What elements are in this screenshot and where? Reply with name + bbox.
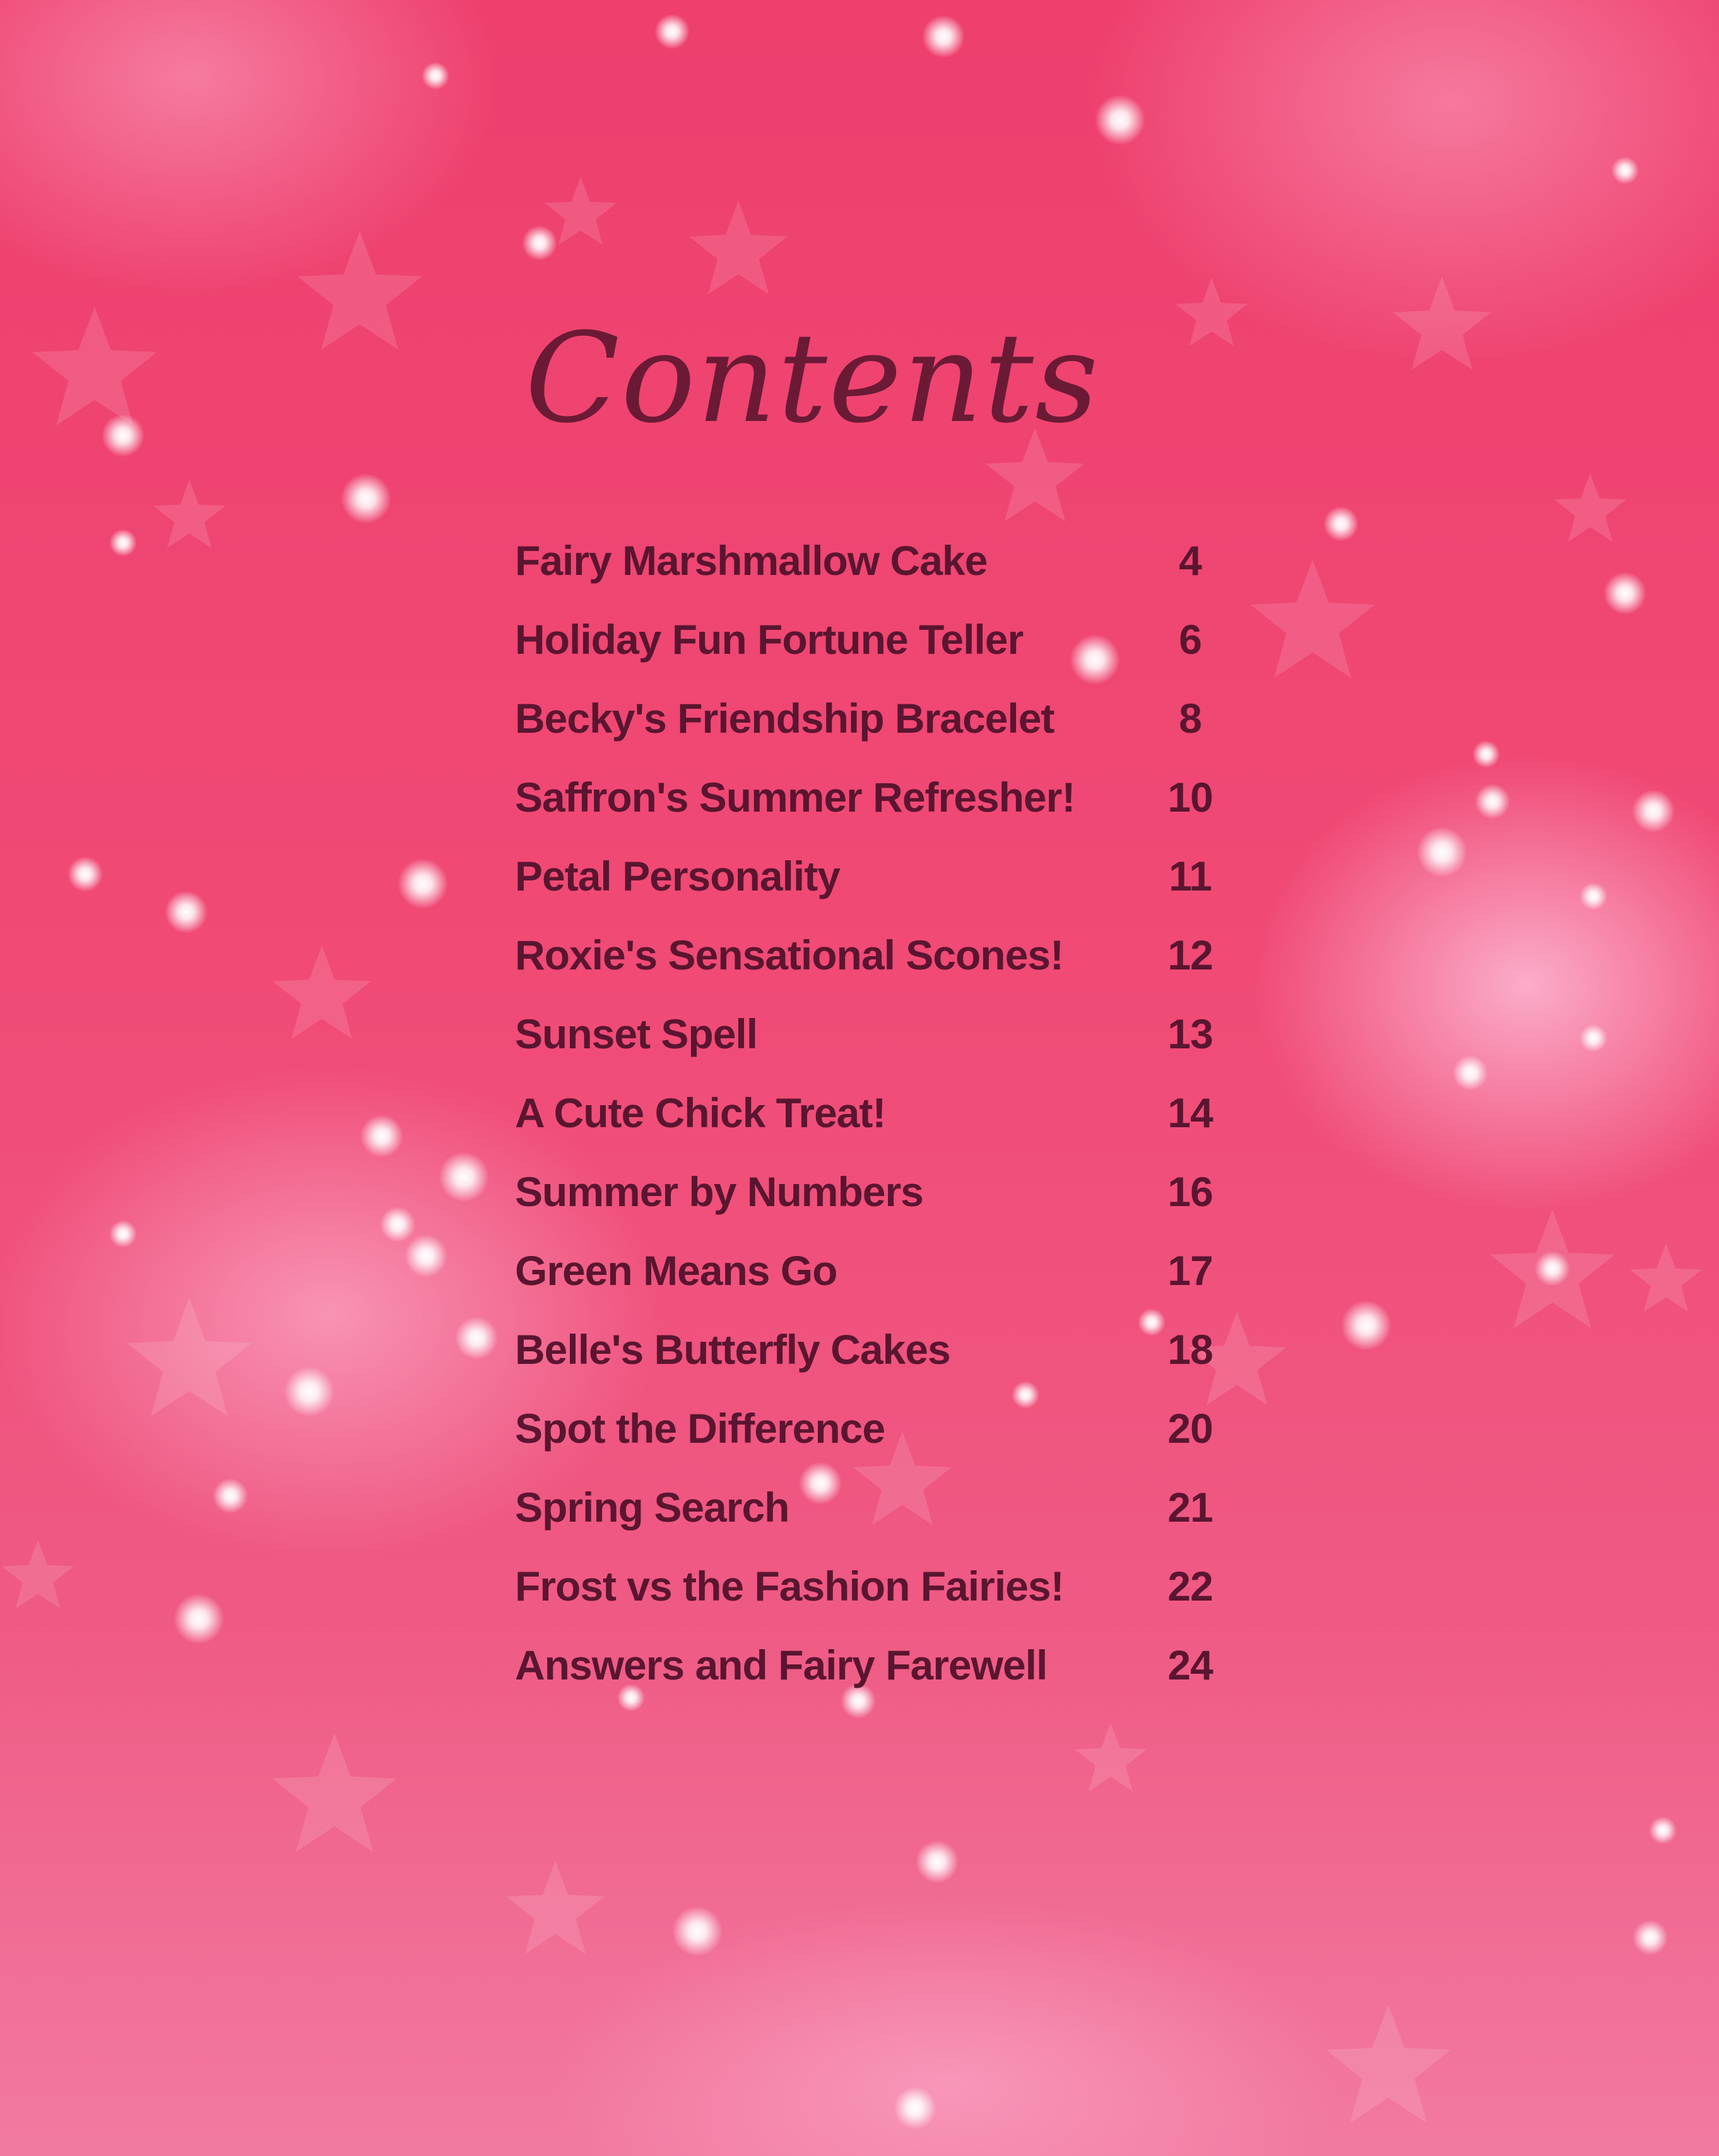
toc-entry[interactable] (515, 1310, 1228, 1389)
sparkle-dot (922, 15, 965, 58)
sparkle-dot (1580, 1024, 1607, 1052)
toc-entry[interactable] (515, 678, 1228, 757)
star-shape (1176, 278, 1248, 346)
sparkle-dot (1472, 740, 1500, 768)
star-shape (32, 307, 157, 425)
star-shape (506, 1861, 605, 1954)
sparkle-dot (1649, 1816, 1677, 1844)
toc-entry-page: 17 (1167, 1247, 1213, 1294)
toc-entry-label: Green Means Go (515, 1247, 837, 1294)
sparkle-dot (68, 856, 103, 892)
sparkle-dot (455, 1317, 498, 1359)
toc-entry[interactable] (515, 521, 1228, 600)
sparkle-dot (1417, 827, 1467, 877)
sparkle-dot (916, 1840, 959, 1883)
toc-entry[interactable] (515, 994, 1228, 1073)
sparkle-dot (1632, 790, 1675, 832)
sparkle-dot (284, 1366, 334, 1417)
sparkle-dot (1580, 882, 1607, 910)
toc-entry-page: 8 (1179, 694, 1202, 742)
star-shape (1075, 1723, 1147, 1792)
toc-entry-label: Spring Search (515, 1483, 789, 1531)
sparkle-dot (1475, 784, 1510, 819)
star-shape (297, 231, 422, 350)
toc-entry-page: 21 (1167, 1483, 1213, 1531)
toc-entry-label: Petal Personality (515, 852, 840, 899)
toc-entry-label: Answers and Fairy Farewell (515, 1641, 1048, 1688)
toc-entry[interactable] (515, 1073, 1228, 1152)
toc-entry[interactable] (515, 1152, 1228, 1231)
toc-entry-page: 11 (1169, 852, 1212, 899)
toc-entry-label: Sunset Spell (515, 1010, 758, 1057)
star-shape (153, 480, 225, 548)
sparkle-dot (102, 414, 145, 457)
toc-entry-page: 4 (1179, 536, 1202, 584)
toc-entry-label: Spot the Difference (515, 1404, 885, 1452)
toc-entry-page: 14 (1167, 1089, 1213, 1136)
sparkle-dot (213, 1478, 248, 1513)
sparkle-dot (422, 62, 449, 90)
sparkle-dot (1341, 1300, 1391, 1351)
toc-entry-page: 22 (1167, 1562, 1213, 1609)
sparkle-dot (1611, 157, 1639, 184)
star-shape (272, 1733, 397, 1852)
toc-entry-page: 18 (1167, 1325, 1213, 1373)
toc-entry[interactable] (515, 600, 1228, 678)
sparkle-dot (654, 14, 690, 49)
toc-entry-label: Saffron's Summer Refresher! (515, 773, 1075, 820)
toc-entry[interactable] (515, 1625, 1228, 1704)
page-title: Contents (525, 307, 1100, 451)
sparkle-dot (360, 1115, 403, 1158)
toc-entry-label: Summer by Numbers (515, 1168, 923, 1215)
sparkle-dot (380, 1207, 415, 1242)
toc-entry[interactable] (515, 757, 1228, 836)
toc-entry-label: Holiday Fun Fortune Teller (515, 615, 1024, 663)
toc-entry-page: 24 (1167, 1641, 1213, 1688)
sparkle-dot (398, 858, 448, 909)
toc-entry-label: Roxie's Sensational Scones! (515, 931, 1063, 978)
toc-entry[interactable] (515, 915, 1228, 994)
toc-entry-page: 6 (1179, 615, 1202, 663)
toc-entry-page: 16 (1167, 1168, 1213, 1215)
toc-entry-page: 13 (1167, 1010, 1213, 1057)
sparkle-dot (439, 1152, 489, 1202)
toc-entry-label: Belle's Butterfly Cakes (515, 1325, 950, 1373)
sparkle-dot (672, 1906, 723, 1957)
table-of-contents (515, 521, 1228, 1704)
toc-entry[interactable] (515, 1231, 1228, 1310)
toc-entry[interactable] (515, 836, 1228, 915)
toc-entry-label: Becky's Friendship Bracelet (515, 694, 1054, 742)
toc-entry-label: Frost vs the Fashion Fairies! (515, 1562, 1064, 1609)
sparkle-dot (109, 529, 137, 557)
star-shape (1250, 559, 1375, 678)
sparkle-dot (1453, 1055, 1488, 1091)
star-shape (1490, 1209, 1615, 1328)
toc-entry-page: 10 (1167, 773, 1213, 820)
star-shape (127, 1298, 252, 1416)
toc-entry-label: A Cute Chick Treat! (515, 1089, 886, 1136)
toc-entry[interactable] (515, 1467, 1228, 1546)
sparkle-dot (894, 2087, 936, 2129)
star-shape (545, 177, 617, 246)
star-shape (689, 201, 788, 294)
toc-entry[interactable] (515, 1546, 1228, 1625)
toc-entry-page: 20 (1167, 1404, 1213, 1452)
sparkle-dot (109, 1220, 137, 1248)
star-shape (1393, 276, 1491, 370)
sparkle-dot (165, 891, 208, 933)
sparkle-dot (1604, 572, 1646, 615)
sparkle-dot (522, 225, 557, 261)
sparkle-dot (174, 1594, 224, 1644)
toc-entry-label: Fairy Marshmallow Cake (515, 536, 988, 584)
star-shape (1326, 2005, 1451, 2123)
star-shape (273, 945, 371, 1039)
star-shape (1554, 473, 1626, 542)
sparkle-dot (1633, 1920, 1668, 1955)
toc-entry[interactable] (515, 1389, 1228, 1467)
star-shape (2, 1540, 74, 1609)
sparkle-dot (341, 473, 391, 524)
sparkle-dot (1095, 95, 1145, 145)
sparkle-dot (1323, 506, 1359, 542)
sparkle-dot (405, 1235, 447, 1277)
toc-entry-page: 12 (1167, 931, 1213, 978)
star-shape (1630, 1243, 1702, 1312)
